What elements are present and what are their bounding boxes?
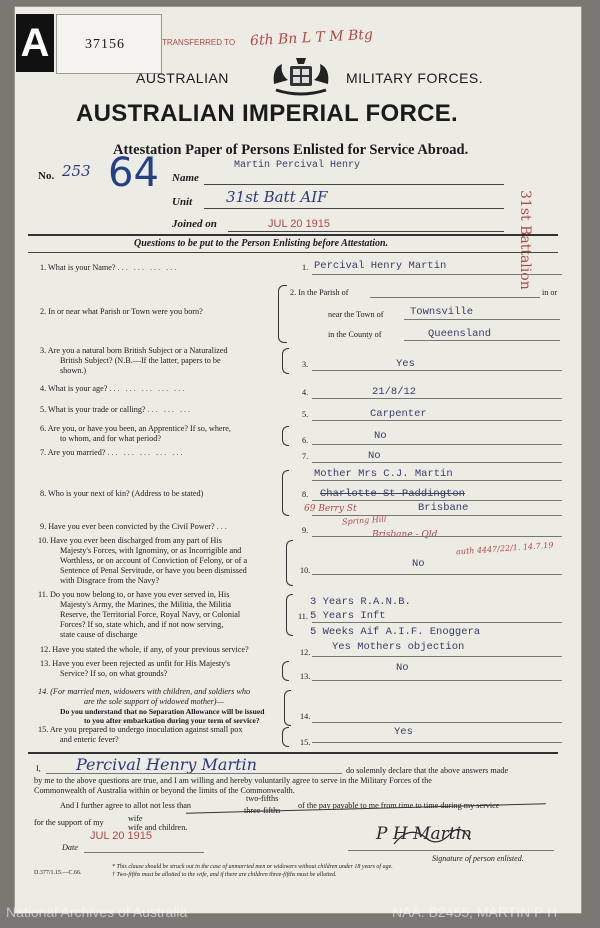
q15-text-1: 15. Are you prepared to undergo inoculation against small pox <box>38 725 243 734</box>
name-value: Martin Percival Henry <box>234 160 361 171</box>
declaration-line1: do solemnly declare that the above answers made <box>346 766 509 775</box>
q2-town-value: Townsville <box>410 306 474 318</box>
stamp-letter: A <box>16 14 54 72</box>
q13-text-2: Service? If so, on what grounds? <box>60 669 168 678</box>
allot-text: And I further agree to allot not less than <box>60 801 191 810</box>
declaration-name-rule <box>46 773 342 774</box>
date-stamp: JUL 20 1915 <box>90 830 152 842</box>
signature-label: Signature of person enlisted. <box>432 854 524 863</box>
date-label: Date <box>62 843 78 852</box>
no-label: No. <box>38 170 55 182</box>
q2-town-label: near the Town of <box>328 310 384 319</box>
q11-text-3: Reserve, the Territorial Force, Royal Navy, or Colonial <box>60 610 241 619</box>
q6-text-1: 6. Are you, or have you been, an Apprentice? If so, where, <box>40 424 231 433</box>
q8-rule-3 <box>312 515 562 516</box>
q2-county-rule <box>404 340 560 341</box>
questions-heading: Questions to be put to the Person Enlisting before Attestation. <box>134 238 389 249</box>
q12-rule <box>312 656 562 657</box>
watermark-left: National Archives of Australia <box>6 904 188 920</box>
q8-rule-2 <box>312 500 562 501</box>
q2-brace <box>278 285 287 343</box>
q6-text-2: to whom, and for what period? <box>60 434 161 443</box>
q7-answer: No <box>368 450 381 462</box>
q14-text-1: 14. (For married men, widowers with children, and soldiers who <box>38 687 251 696</box>
q4-number: 4. <box>302 388 309 397</box>
q9-number: 9. <box>302 526 309 535</box>
q14-number: 14. <box>300 712 311 721</box>
q5-rule <box>312 420 562 421</box>
q10-brace <box>286 540 293 586</box>
q12-text: 12. Have you stated the whole, if any, of your previous service? <box>40 645 249 654</box>
q8-handwritten-1: 69 Berry St <box>304 504 357 514</box>
q2-parish-label: 2. In the Parish of <box>290 288 349 297</box>
q5-text: 5. What is your trade or calling? ... ... ... <box>40 405 193 414</box>
q9-rule <box>312 536 562 537</box>
q3-rule <box>312 370 562 371</box>
q8-handwritten-3: Brisbane - Qld <box>372 530 438 540</box>
stamp-number-box <box>56 14 162 74</box>
q1-number: 1. <box>302 263 309 272</box>
q11-brace <box>286 594 293 636</box>
q6-brace <box>282 426 289 446</box>
q1-answer: Percival Henry Martin <box>314 260 447 272</box>
q11-text-2: Majesty's Army, the Marines, the Militia, the Militia <box>60 600 232 609</box>
q13-answer: No <box>396 662 409 674</box>
q10-text-1: 10. Have you ever been discharged from any part of His <box>38 536 222 545</box>
q8-brace <box>282 470 289 516</box>
q15-brace <box>282 727 289 747</box>
q1-rule <box>312 274 562 275</box>
q11-answer-1: 3 Years R.A.N.B. <box>310 596 411 608</box>
q8-answer-1: Mother Mrs C.J. Martin <box>314 468 453 480</box>
subtitle: Attestation Paper of Persons Enlisted for Service Abroad. <box>113 142 469 158</box>
q5-answer: Carpenter <box>370 408 427 420</box>
q9-text: 9. Have you ever been convicted by the Civil Power? ... <box>40 522 229 531</box>
q8-answer-2: Charlotte St Paddington <box>320 488 465 500</box>
no-value: 253 <box>62 162 91 180</box>
joined-stamp: JUL 20 1915 <box>268 218 330 230</box>
q11-answer-2: 5 Years Inft <box>310 610 386 622</box>
q11-answer-3: 5 Weeks Aif A.I.F. Enoggera <box>310 626 481 638</box>
q2-county-label: in the County of <box>328 330 382 339</box>
q15-rule <box>312 742 562 743</box>
form-code: D.377/1.15.—C.66. <box>34 870 82 876</box>
q4-text: 4. What is your age? ... ... ... ... ... <box>40 384 187 393</box>
q8-handwritten-2: Spring Hill <box>341 514 387 527</box>
coat-of-arms-icon <box>268 54 334 98</box>
q4-rule <box>312 398 562 399</box>
q2-town-rule <box>404 319 560 320</box>
q3-text-3: shown.) <box>60 366 87 375</box>
q2-text: 2. In or near what Parish or Town were you born? <box>40 307 203 316</box>
q7-number: 7. <box>302 452 309 461</box>
declaration-line3: Commonwealth of Australia within or beyond the limits of the Commonwealth. <box>34 786 295 795</box>
enlistee-signature: P H Martin <box>376 824 472 844</box>
declaration-i: I, <box>36 764 41 773</box>
q12-number: 12. <box>300 648 311 657</box>
unit-rule <box>204 208 504 209</box>
q10-number: 10. <box>300 566 311 575</box>
q11-rule <box>312 622 562 623</box>
q3-text-1: 3. Are you a natural born British Subject or a Naturalized <box>40 346 228 355</box>
big-number: 64 <box>108 150 159 196</box>
q2-parish-rule <box>370 297 540 298</box>
side-note: 31st Battalion <box>517 190 533 290</box>
q1-text: 1. What is your Name? ... ... ... ... <box>40 263 179 272</box>
q10-rule <box>312 574 562 575</box>
q7-rule <box>312 462 562 463</box>
q13-rule <box>312 680 562 681</box>
q3-number: 3. <box>302 360 309 369</box>
q3-text-2: British Subject? (N.B.—If the latter, papers to be <box>60 356 221 365</box>
q8-handwritten-4: auth 4447/22/1. 14.7.19 <box>455 540 554 557</box>
q12-answer: Yes Mothers objection <box>332 641 465 653</box>
q8-number: 8. <box>302 490 309 499</box>
watermark-right: NAA: B2455, MARTIN P H <box>392 904 558 920</box>
transferred-handwritten: 6th Bn L T M Btg <box>249 26 374 50</box>
joined-rule <box>228 231 504 232</box>
questions-divider <box>28 252 558 253</box>
q10-text-4: Sentence of Penal Servitude, or have you been dismissed <box>60 566 247 575</box>
q11-text-5: state cause of discharge <box>60 630 138 639</box>
q8-text: 8. Who is your next of kin? (Address to be stated) <box>40 489 204 498</box>
header-divider <box>28 234 558 236</box>
q3-answer: Yes <box>396 358 415 370</box>
signature-rule <box>348 850 554 851</box>
stamp-number: 37156 <box>85 37 125 52</box>
name-label: Name <box>172 172 199 184</box>
allot-tail: of the pay payable to me from time to time during my service <box>298 801 500 810</box>
support-wife: wife <box>128 814 143 823</box>
q13-brace <box>282 661 289 681</box>
footnote-1: * This clause should be struck out in the case of unmarried men or widowers without children under 18 years of age. <box>112 864 393 870</box>
name-rule <box>204 184 504 185</box>
q10-text-2: Majesty's Forces, with Ignominy, or as Incorrigible and <box>60 546 242 555</box>
q13-number: 13. <box>300 672 311 681</box>
q14-rule <box>312 722 562 723</box>
q11-text-1: 11. Do you now belong to, or have you ever served in, His <box>38 590 230 599</box>
q10-answer: No <box>412 558 425 570</box>
q6-rule <box>312 444 562 445</box>
q2-county-value: Queensland <box>428 328 492 340</box>
q15-answer: Yes <box>394 726 413 738</box>
q13-text-1: 13. Have you ever been rejected as unfit for His Majesty's <box>40 659 230 668</box>
q14-text-2: are the sole support of widowed mother)— <box>84 697 224 706</box>
unit-label: Unit <box>172 196 193 208</box>
q14-text-4: to you after embarkation during your term of service? <box>84 716 260 725</box>
q11-text-4: Forces? If so, state which, and if not now serving, <box>60 620 224 629</box>
q6-number: 6. <box>302 436 309 445</box>
q15-number: 15. <box>300 738 311 747</box>
support-wife-children: wife and children. <box>128 823 188 832</box>
questions-end-divider <box>28 752 558 754</box>
header-left-title: AUSTRALIAN <box>136 70 229 86</box>
q14-brace <box>284 690 291 726</box>
q8-rule-1 <box>312 480 562 481</box>
allot-three-fifths: three-fifths <box>244 806 281 815</box>
q10-text-5: with Disgrace from the Navy? <box>60 576 160 585</box>
date-rule <box>84 852 204 853</box>
q6-answer: No <box>374 430 387 442</box>
q7-text: 7. Are you married? ... ... ... ... ... <box>40 448 185 457</box>
transferred-label: TRANSFERRED TO <box>162 38 236 47</box>
unit-value: 31st Batt AIF <box>226 188 328 206</box>
declaration-signature-name: Percival Henry Martin <box>76 755 257 774</box>
q2-parish-suffix: in or <box>542 288 558 297</box>
declaration-line2: by me to the above questions are true, and I am willing and hereby voluntarily agree to serve in the Military Forces of the <box>34 776 432 785</box>
q11-number: 11. <box>298 612 308 621</box>
q3-brace <box>282 348 289 374</box>
footnote-2: † Two-fifths must be allotted to the wife, and if there are children three-fifths must be allotted. <box>112 872 337 878</box>
q8-answer-3: Brisbane <box>418 502 469 514</box>
q4-answer: 21/8/12 <box>372 386 417 398</box>
joined-label: Joined on <box>172 218 217 230</box>
header-right-title: MILITARY FORCES. <box>346 70 484 86</box>
q10-text-3: Worthless, or on account of Conviction of Felony, or of a <box>60 556 248 565</box>
q15-text-2: and enteric fever? <box>60 735 119 744</box>
q14-text-3: Do you understand that no Separation Allowance will be issued <box>60 707 265 716</box>
support-text: for the support of my <box>34 818 104 827</box>
q5-number: 5. <box>302 410 309 419</box>
allot-two-fifths: two-fifths <box>246 794 279 803</box>
main-title: AUSTRALIAN IMPERIAL FORCE. <box>76 100 459 127</box>
